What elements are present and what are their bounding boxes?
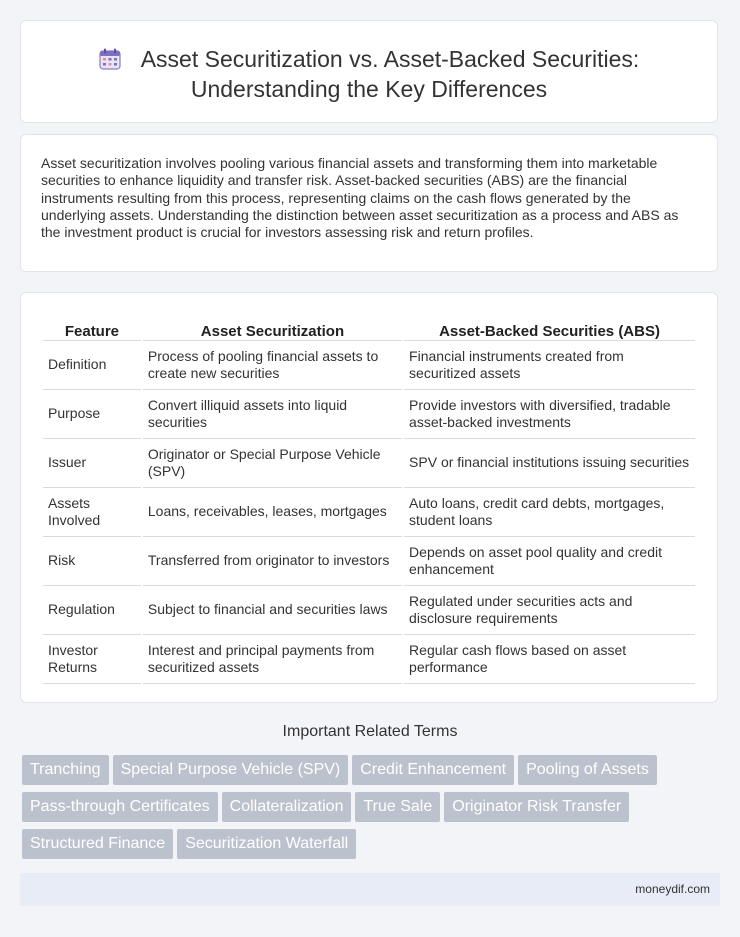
header-abs: Asset-Backed Securities (ABS)	[404, 313, 695, 341]
comparison-table-card	[20, 292, 718, 703]
tag-securitization-waterfall[interactable]: Securitization Waterfall	[177, 829, 356, 859]
row-abs: Provide investors with diversified, tradable asset-backed investments	[404, 390, 695, 439]
page-title	[21, 44, 717, 104]
table-row	[43, 635, 695, 684]
tag-credit-enhancement[interactable]: Credit Enhancement	[352, 755, 514, 785]
row-feature: Assets Involved	[43, 488, 141, 537]
related-terms-list	[22, 755, 722, 866]
row-abs: Regular cash flows based on asset performance	[404, 635, 695, 684]
table-row	[43, 488, 695, 537]
row-feature: Investor Returns	[43, 635, 141, 684]
table-row	[43, 439, 695, 488]
row-abs: Auto loans, credit card debts, mortgages, student loans	[404, 488, 695, 537]
title-line-1: Asset Securitization vs. Asset-Backed Securities:	[140, 46, 640, 72]
table-row	[43, 341, 695, 390]
tag-collateralization[interactable]: Collateralization	[222, 792, 352, 822]
title-card	[20, 20, 718, 123]
title-line-2: Understanding the Key Differences	[190, 76, 548, 102]
table-row	[43, 537, 695, 586]
tag-tranching[interactable]: Tranching	[22, 755, 109, 785]
row-securitization: Convert illiquid assets into liquid securities	[143, 390, 402, 439]
related-terms-title: Important Related Terms	[282, 723, 458, 740]
tag-spv[interactable]: Special Purpose Vehicle (SPV)	[113, 755, 349, 785]
intro-card	[20, 134, 718, 272]
row-securitization: Originator or Special Purpose Vehicle (SPV)	[143, 439, 402, 488]
row-feature: Definition	[43, 341, 141, 390]
row-abs: Financial instruments created from securitized assets	[404, 341, 695, 390]
intro-paragraph: Asset securitization involves pooling various financial assets and transforming them into marketable securities to enhance liquidity and transfer risk. Asset-backed securities (ABS) are the financial instruments resulting from this process, representing claims on the cash flows generated by the underlying assets. Understanding the distinction between asset securitization as a process and ABS as the investment product is crucial for investors assessing risk and return profiles.	[41, 155, 679, 241]
footer-site[interactable]: moneydif.com	[635, 882, 710, 896]
row-feature: Regulation	[43, 586, 141, 635]
table-header-row	[43, 313, 695, 341]
row-securitization: Interest and principal payments from securitized assets	[143, 635, 402, 684]
tag-originator-risk-transfer[interactable]: Originator Risk Transfer	[444, 792, 629, 822]
tag-true-sale[interactable]: True Sale	[355, 792, 440, 822]
row-securitization: Transferred from originator to investors	[143, 537, 402, 586]
row-feature: Risk	[43, 537, 141, 586]
row-feature: Purpose	[43, 390, 141, 439]
comparison-table	[41, 313, 697, 684]
table-row	[43, 390, 695, 439]
row-securitization: Loans, receivables, leases, mortgages	[143, 488, 402, 537]
row-abs: Regulated under securities acts and disclosure requirements	[404, 586, 695, 635]
row-securitization: Process of pooling financial assets to create new securities	[143, 341, 402, 390]
tag-pass-through-certificates[interactable]: Pass-through Certificates	[22, 792, 218, 822]
row-securitization: Subject to financial and securities laws	[143, 586, 402, 635]
calendar-icon	[99, 47, 121, 69]
table-row	[43, 586, 695, 635]
row-abs: SPV or financial institutions issuing securities	[404, 439, 695, 488]
footer	[20, 873, 720, 906]
header-asset-securitization: Asset Securitization	[143, 313, 402, 341]
row-abs: Depends on asset pool quality and credit enhancement	[404, 537, 695, 586]
row-feature: Issuer	[43, 439, 141, 488]
tag-pooling-of-assets[interactable]: Pooling of Assets	[518, 755, 657, 785]
tag-structured-finance[interactable]: Structured Finance	[22, 829, 173, 859]
header-feature: Feature	[43, 313, 141, 341]
